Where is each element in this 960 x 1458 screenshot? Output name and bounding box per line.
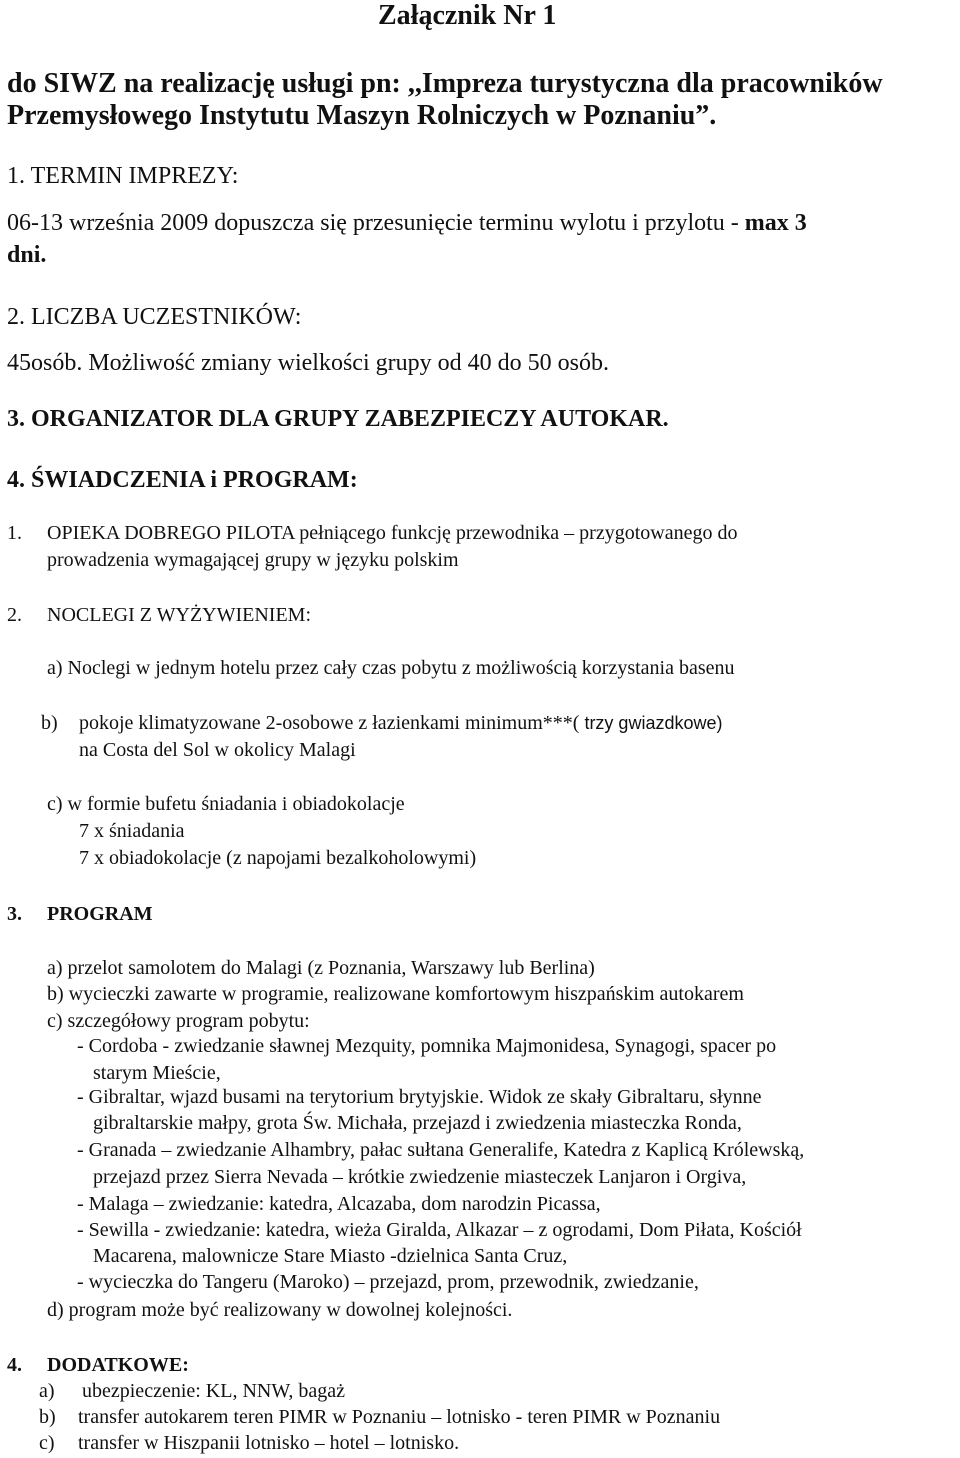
item-2-b-line-2: na Costa del Sol w okolicy Malagi [79,739,356,761]
document-title: Załącznik Nr 1 [378,0,557,31]
subtitle-line-1: do SIWZ na realizację usługi pn: ,,Impreza turystyczna dla pracowników [7,68,883,99]
section-1-text-line-1 [7,211,807,235]
program-item: Macarena, malownicze Stare Miasto -dzielnica Santa Cruz, [93,1245,568,1267]
dodatkowe-c-label: c) [39,1432,55,1454]
program-heading: PROGRAM [47,903,153,925]
dodatkowe-number: 4. [7,1354,22,1376]
dodatkowe-a: ubezpieczenie: KL, NNW, bagaż [82,1380,346,1402]
item-1-line-2: prowadzenia wymagającej grupy w języku polskim [47,549,459,571]
program-item: - Sewilla - zwiedzanie: katedra, wieża Giralda, Alkazar – z ogrodami, Dom Piłata, Kościół [77,1219,802,1241]
item-1-number: 1. [7,522,22,544]
dodatkowe-a-label: a) [39,1380,55,1402]
program-c: c) szczegółowy program pobytu: [47,1010,310,1032]
item-1-line-1: OPIEKA DOBREGO PILOTA pełniącego funkcję przewodnika – przygotowanego do [47,522,738,544]
item-2-c-line-2: 7 x śniadania [79,820,185,842]
section-1-text-bold: max 3 [744,210,807,236]
program-item: - wycieczka do Tangeru (Maroko) – przejazd, prom, przewodnik, zwiedzanie, [77,1271,699,1293]
program-number: 3. [7,903,22,925]
item-2-c-line-3: 7 x obiadokolacje (z napojami bezalkoholowymi) [79,847,477,869]
item-2-b-label: b) [41,712,58,734]
section-1-heading: 1. TERMIN IMPREZY: [7,163,239,189]
dodatkowe-heading: DODATKOWE: [47,1354,189,1376]
program-b: b) wycieczki zawarte w programie, realizowane komfortowym hiszpańskim autokarem [47,983,744,1005]
item-2-b-line-1 [79,713,722,733]
program-item: starym Mieście, [93,1062,221,1084]
section-2-text: 45osób. Możliwość zmiany wielkości grupy od 40 do 50 osób. [7,350,609,376]
program-d: d) program może być realizowany w dowolnej kolejności. [47,1299,513,1321]
program-item: przejazd przez Sierra Nevada – krótkie zwiedzenie miasteczek Lanjaron i Orgiva, [93,1166,747,1188]
section-1-text-normal: 06-13 września 2009 dopuszcza się przesunięcie terminu wylotu i przylotu - [7,210,745,236]
dodatkowe-c: transfer w Hiszpanii lotnisko – hotel – lotnisko. [78,1432,460,1454]
item-2-b-text: pokoje klimatyzowane 2-osobowe z łazienkami minimum***( [79,712,580,734]
dodatkowe-b-label: b) [39,1406,56,1428]
dodatkowe-b: transfer autokarem teren PIMR w Poznaniu – lotnisko - teren PIMR w Poznaniu [78,1406,721,1428]
program-item: - Gibraltar, wjazd busami na terytorium brytyjskie. Widok ze skały Gibraltaru, słynne [77,1086,762,1108]
section-4-heading: 4. ŚWIADCZENIA i PROGRAM: [7,467,358,493]
item-2-number: 2. [7,604,22,626]
program-item: - Granada – zwiedzanie Alhambry, pałac sułtana Generalife, Katedra z Kaplicą Królewską, [77,1139,805,1161]
item-2-c-line-1: c) w formie bufetu śniadania i obiadokolacje [47,793,405,815]
item-2-b-stars: trzy gwiazdkowe) [579,713,723,733]
program-a: a) przelot samolotem do Malagi (z Poznania, Warszawy lub Berlina) [47,957,595,979]
section-3-heading: 3. ORGANIZATOR DLA GRUPY ZABEZPIECZY AUTOKAR. [7,406,669,432]
item-2-a: a) Noclegi w jednym hotelu przez cały czas pobytu z możliwością korzystania basenu [47,657,735,679]
program-item: gibraltarskie małpy, grota Św. Michała, przejazd i zwiedzenia miasteczka Ronda, [93,1112,742,1134]
section-1-text-line-2: dni. [7,242,47,268]
section-2-heading: 2. LICZBA UCZESTNIKÓW: [7,304,302,330]
item-2-heading: NOCLEGI Z WYŻYWIENIEM: [47,604,312,626]
program-item: - Cordoba - zwiedzanie sławnej Mezquity, pomnika Majmonidesa, Synagogi, spacer po [77,1035,777,1057]
subtitle-line-2: Przemysłowego Instytutu Maszyn Rolniczych w Poznaniu”. [7,100,717,131]
program-item: - Malaga – zwiedzanie: katedra, Alcazaba, dom narodzin Picassa, [77,1193,601,1215]
